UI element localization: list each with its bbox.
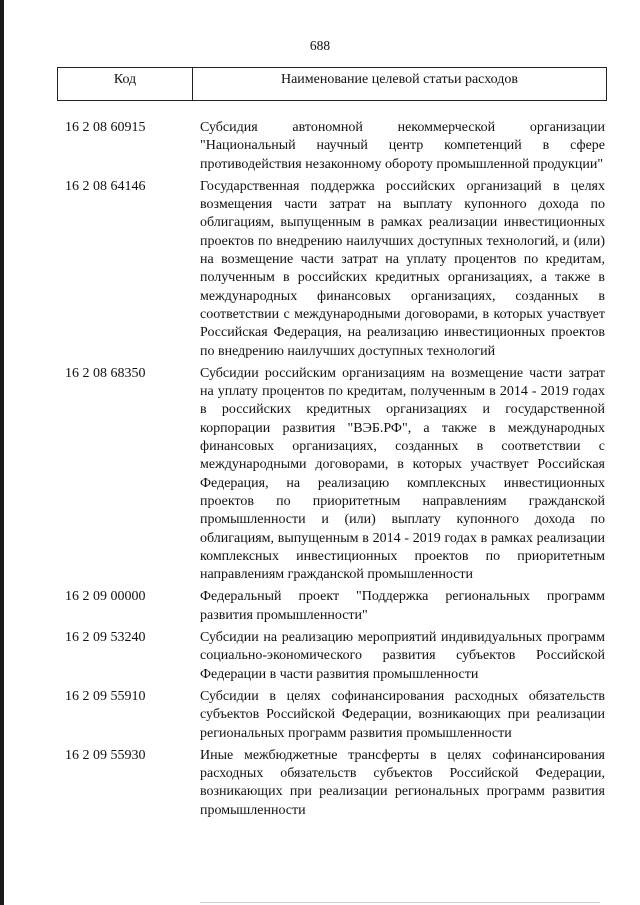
list-item: [0, 688, 640, 743]
entry-description: Субсидия автономной некоммерческой организации "Национальный научный центр компетенций в сфере противодействия незаконному обороту промышленной продукции": [200, 120, 605, 172]
entry-description: Государственная поддержка российских организаций в целях возмещения части затрат на выплату купонного дохода по облигациям, выпущенным в рамках реализации инвестиционных проектов по внедрению наилучших доступных технологий, и (или) на возмещение части затрат на уплату процентов по кредитам, полученным в российских кредитных организациях, а также в международных финансовых организациях, созданных в соответствии с международными договорами, в которых участвует Российская Федерация, на реализацию инвестиционных проектов по внедрению наилучших доступных технологий: [200, 178, 605, 359]
entry-code: 16 2 09 00000: [65, 589, 146, 605]
list-item: [0, 365, 640, 585]
entry-code: 16 2 09 53240: [65, 630, 146, 646]
entry-code: 16 2 09 55930: [65, 747, 146, 763]
list-item: [0, 747, 640, 820]
page-number: 688: [309, 38, 331, 53]
entry-code: 16 2 09 55910: [65, 688, 146, 704]
entry-code: 16 2 08 68350: [65, 365, 146, 381]
entry-description: Иные межбюджетные трансферты в целях софинансирования расходных обязательств субъектов Российской Федерации, возникающих при реализации региональных программ развития промышленности: [200, 747, 605, 818]
list-item: [0, 629, 640, 684]
scan-artifact-line: [200, 902, 600, 903]
entry-code: 16 2 08 64146: [65, 178, 146, 194]
entry-description: Федеральный проект "Поддержка региональных программ развития промышленности": [200, 589, 605, 623]
entries-list: [0, 119, 640, 824]
entry-description: Субсидии российским организациям на возмещение части затрат на уплату процентов по кредитам, полученным в 2014 - 2019 годах в российских кредитных организациях и государственной корпорации развития "ВЭБ.РФ", а также в международных финансовых организациях, созданных в соответствии с международными договорами, в которых участвует Российская Федерация, на реализацию комплексных инвестиционных проектов по приоритетным направлениям гражданской промышленности и (или) выплату купонного дохода по облигациям, выпущенным в 2014 - 2019 годах в рамках реализации комплексных инвестиционных проектов по приоритетным направлениям гражданской промышленности: [200, 365, 605, 583]
entry-code: 16 2 08 60915: [65, 120, 146, 135]
entry-description: Субсидии на реализацию мероприятий индивидуальных программ социально-экономического развития субъектов Российской Федерации в части развития промышленности: [200, 630, 605, 682]
list-item: [0, 588, 640, 625]
table-header: [57, 67, 607, 101]
column-header-code: Код: [58, 68, 193, 100]
list-item: [0, 119, 640, 174]
entry-description: Субсидии в целях софинансирования расходных обязательств субъектов Российской Федерации, возникающих при реализации региональных программ развития промышленности: [200, 688, 605, 741]
list-item: [0, 178, 640, 361]
column-header-name: Наименование целевой статьи расходов: [280, 72, 519, 87]
